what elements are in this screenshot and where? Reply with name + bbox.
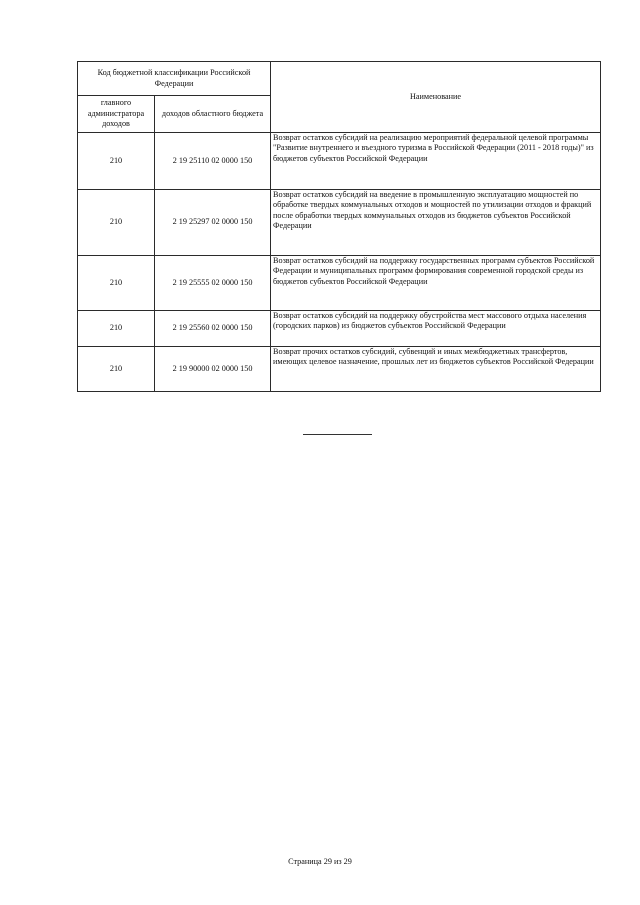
admin-code-cell: 210 (78, 133, 155, 190)
table-row (78, 347, 601, 392)
code-column-header: доходов областного бюджета (155, 96, 271, 133)
name-cell: Возврат прочих остатков субсидий, субвенций и иных межбюджетных трансфертов, имеющих целевое назначение, прошлых лет из бюджетов субъектов Российской Федерации (271, 347, 601, 392)
income-code-cell: 2 19 90000 02 0000 150 (155, 347, 271, 392)
budget-classification-table (77, 61, 601, 392)
name-cell: Возврат остатков субсидий на реализацию мероприятий федеральной целевой программы "Развитие внутреннего и въездного туризма в Российской Федерации (2011 - 2018 годы)" из бюджетов субъектов Российской Федерации (271, 133, 601, 190)
name-cell: Возврат остатков субсидий на поддержку государственных программ субъектов Российской Федерации и муниципальных программ формирования современной городской среды из бюджетов субъектов Российской Федерации (271, 256, 601, 311)
classification-code-header: Код бюджетной классификации Российской Федерации (78, 62, 271, 96)
table-row (78, 133, 601, 190)
admin-code-cell: 210 (78, 311, 155, 347)
income-code-cell: 2 19 25560 02 0000 150 (155, 311, 271, 347)
name-column-header: Наименование (271, 62, 601, 133)
admin-code-cell: 210 (78, 256, 155, 311)
income-code-cell: 2 19 25555 02 0000 150 (155, 256, 271, 311)
page-number: Страница 29 из 29 (288, 857, 352, 866)
admin-code-cell: 210 (78, 190, 155, 256)
table-row (78, 311, 601, 347)
table-row (78, 256, 601, 311)
name-cell: Возврат остатков субсидий на поддержку обустройства мест массового отдыха населения (городских парков) из бюджетов субъектов Российской Федерации (271, 311, 601, 347)
separator-line (303, 434, 372, 435)
admin-code-cell: 210 (78, 347, 155, 392)
name-cell: Возврат остатков субсидий на введение в промышленную эксплуатацию мощностей по обработке твердых коммунальных отходов и мощностей по утилизации отходов и фракций после обработки твердых коммунальных отходов из бюджетов субъектов Российской Федерации (271, 190, 601, 256)
table-row (78, 190, 601, 256)
income-code-cell: 2 19 25297 02 0000 150 (155, 190, 271, 256)
admin-column-header: главного администратора доходов (78, 96, 155, 133)
income-code-cell: 2 19 25110 02 0000 150 (155, 133, 271, 190)
